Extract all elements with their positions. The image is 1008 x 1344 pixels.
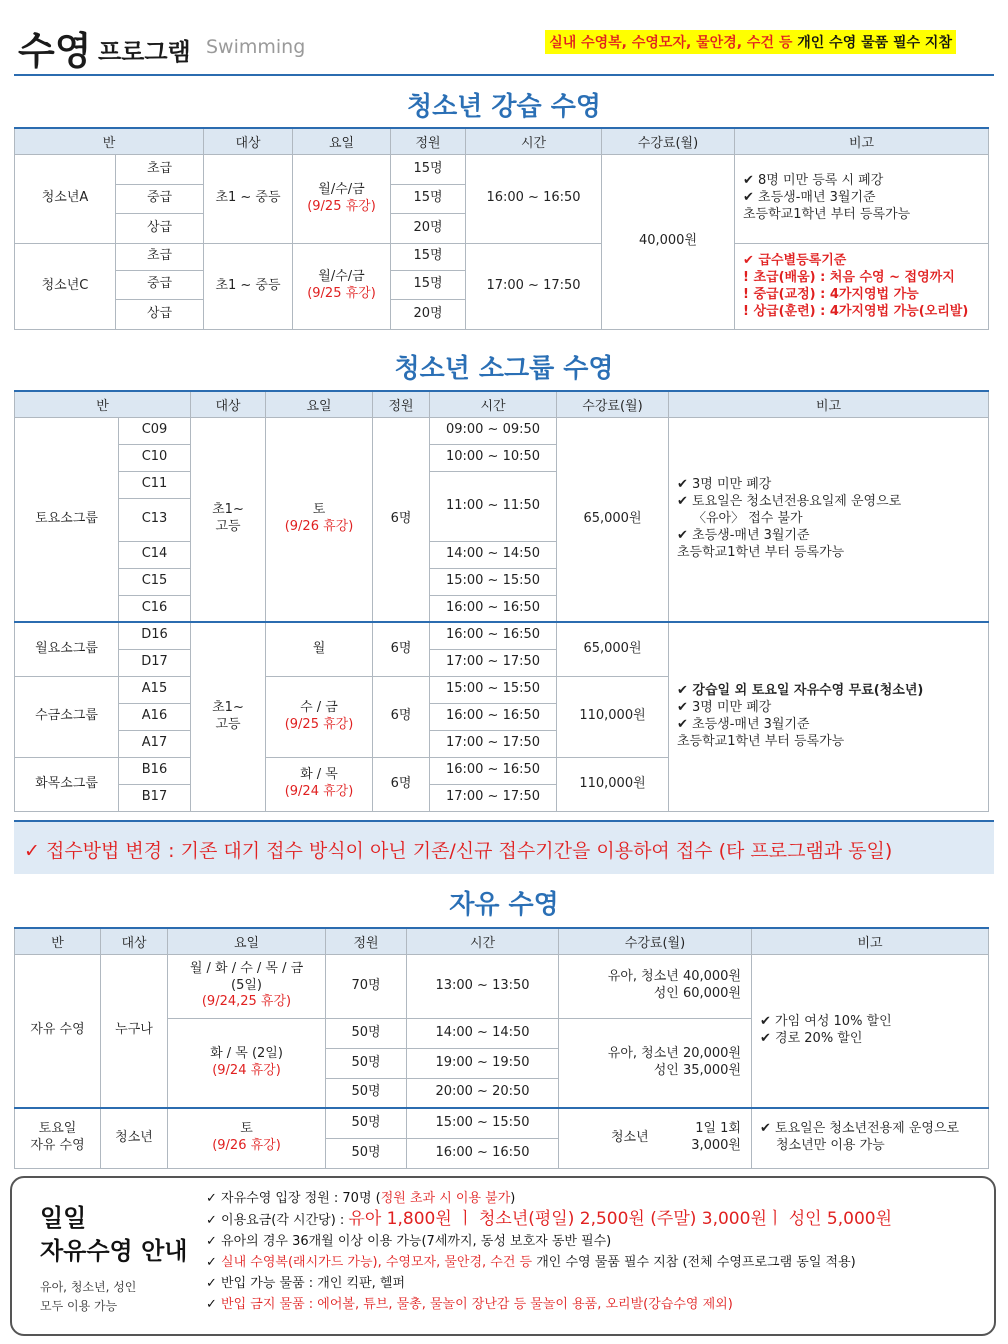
level: 초급 xyxy=(116,154,204,184)
note-line: ✔ 3명 미만 폐강 xyxy=(677,477,772,493)
note-line: ✔ 급수별등록기준 xyxy=(743,253,847,268)
class-code: C15 xyxy=(119,568,191,595)
info-item-forbidden xyxy=(206,1294,996,1315)
capacity: 6명 xyxy=(373,676,430,757)
info-text: ) xyxy=(510,1191,516,1206)
page-header xyxy=(14,14,994,76)
info-text: ✓ 이용요금(각 시간당) : xyxy=(206,1213,349,1228)
days xyxy=(168,1018,326,1108)
capacity: 15명 xyxy=(391,243,466,270)
daily-title: 일일 자유수영 안내 xyxy=(40,1204,188,1265)
time: 10:00 ~ 10:50 xyxy=(430,444,557,471)
class-code: B16 xyxy=(119,757,191,784)
time: 13:00 ~ 13:50 xyxy=(407,954,559,1018)
capacity: 50명 xyxy=(326,1138,407,1168)
note-line: ✔ 초등생-매년 3월기준 xyxy=(677,527,810,543)
time: 14:00 ~ 14:50 xyxy=(430,541,557,568)
col-header-days: 요일 xyxy=(266,391,373,417)
class-code: C13 xyxy=(119,498,191,541)
time: 14:00 ~ 14:50 xyxy=(407,1018,559,1048)
level: 상급 xyxy=(116,213,204,243)
class-code: D16 xyxy=(119,622,191,649)
page-title-english: Swimming xyxy=(206,36,306,58)
capacity: 50명 xyxy=(326,1078,407,1108)
col-header-class: 반 xyxy=(15,928,101,954)
info-text-red: 정원 초과 시 이용 불가 xyxy=(380,1191,511,1206)
info-item-infant xyxy=(206,1231,996,1252)
capacity: 15명 xyxy=(391,270,466,299)
class-code: C16 xyxy=(119,595,191,622)
class-name: 토요소그룹 xyxy=(15,417,119,622)
days-text: 월 / 화 / 수 / 목 / 금 (5일) xyxy=(189,960,304,993)
lesson-table xyxy=(14,127,989,330)
registration-change-text: ✓ 접수방법 변경 : 기존 대기 접수 방식이 아닌 기존/신규 접수기간을 이용하여 접수 (타 프로그램과 동일) xyxy=(24,840,893,862)
days-text: 토 xyxy=(240,1121,253,1137)
note-line: ✔ 초등생-매년 3월기준 xyxy=(743,190,876,206)
info-item-allowed xyxy=(206,1273,996,1294)
days xyxy=(168,954,326,1018)
note-line: ! 상급(훈련) : 4가지영법 가능(오리발) xyxy=(743,304,969,319)
time: 17:00 ~ 17:50 xyxy=(430,784,557,811)
class-code: A15 xyxy=(119,676,191,703)
note-line: ✔ 강습일 외 토요일 자유수영 무료(청소년) xyxy=(677,682,924,698)
days-text: 수 / 금 xyxy=(300,699,338,715)
capacity: 6명 xyxy=(373,622,430,676)
page-subtitle: 프로그램 xyxy=(98,38,191,66)
holiday-text: (9/24 휴강) xyxy=(212,1062,281,1078)
note xyxy=(735,154,989,243)
class-name: 청소년A xyxy=(15,154,116,243)
days-text: 월/수/금 xyxy=(318,181,365,197)
target: 청소년 xyxy=(101,1108,168,1168)
capacity: 15명 xyxy=(391,184,466,213)
col-header-class: 반 xyxy=(15,391,191,417)
class-code: B17 xyxy=(119,784,191,811)
small-group-table xyxy=(14,390,989,812)
col-header-days: 요일 xyxy=(293,128,391,154)
holiday-text: (9/25 휴강) xyxy=(307,286,376,301)
info-text: ✓ 반입 가능 물품 : 개인 킥판, 헬퍼 xyxy=(206,1276,406,1291)
holiday-text: (9/24 휴강) xyxy=(284,784,354,799)
days-text: 화 / 목 xyxy=(300,767,338,783)
fee: 65,000원 xyxy=(557,622,669,676)
fee: 유아, 청소년 40,000원 성인 60,000원 xyxy=(559,954,752,1018)
holiday-text: (9/25 휴강) xyxy=(307,198,376,214)
daily-free-swim-info xyxy=(10,1176,996,1336)
class-code: A16 xyxy=(119,703,191,730)
fee xyxy=(559,1108,752,1168)
registration-change-banner xyxy=(14,820,994,874)
class-code: C14 xyxy=(119,541,191,568)
time: 16:00 ~ 16:50 xyxy=(407,1138,559,1168)
time: 16:00 ~ 16:50 xyxy=(430,703,557,730)
level: 초급 xyxy=(116,243,204,270)
capacity: 20명 xyxy=(391,299,466,329)
time: 16:00 ~ 16:50 xyxy=(430,757,557,784)
col-header-capacity: 정원 xyxy=(326,928,407,954)
capacity: 50명 xyxy=(326,1048,407,1078)
capacity: 20명 xyxy=(391,213,466,243)
info-text-red: 반입 금지 물품 : 에어볼, 튜브, 물총, 물놀이 장난감 등 물놀이 용품, 오리발(강습수영 제외) xyxy=(221,1297,733,1312)
class-name: 월요소그룹 xyxy=(15,622,119,676)
class-code: D17 xyxy=(119,649,191,676)
days-text: 화 / 목 (2일) xyxy=(210,1045,283,1061)
note-line: ✔ 가임 여성 10% 할인 xyxy=(760,1013,892,1029)
days xyxy=(266,757,373,811)
info-text: ✓ 자유수영 입장 정원 : 70명 ( xyxy=(206,1191,381,1206)
note-line: ✔ 3명 미만 폐강 xyxy=(677,699,772,715)
info-text: ✓ xyxy=(206,1255,222,1270)
section-title-lesson: 청소년 강습 수영 xyxy=(407,92,601,122)
note xyxy=(669,622,989,811)
time: 16:00 ~ 16:50 xyxy=(466,154,602,243)
col-header-fee: 수강료(월) xyxy=(557,391,669,417)
note-line: 청소년만 이용 가능 xyxy=(776,1138,885,1154)
col-header-target: 대상 xyxy=(204,128,293,154)
info-text: 개인 수영 물품 필수 지참 (전체 수영프로그램 동일 적용) xyxy=(532,1255,856,1270)
holiday-text: (9/26 휴강) xyxy=(284,519,354,535)
col-header-time: 시간 xyxy=(466,128,602,154)
note-line: ✔ 8명 미만 등록 시 폐강 xyxy=(743,173,884,189)
col-header-note: 비고 xyxy=(735,128,989,154)
holiday-text: (9/25 휴강) xyxy=(284,716,354,732)
level: 상급 xyxy=(116,299,204,329)
class-name: 토요일 자유 수영 xyxy=(15,1108,101,1168)
days xyxy=(266,417,373,622)
note-line: ✔ 토요일은 청소년전용요일제 운영으로 xyxy=(677,493,902,509)
class-code: C10 xyxy=(119,444,191,471)
time: 15:00 ~ 15:50 xyxy=(407,1108,559,1138)
col-header-time: 시간 xyxy=(407,928,559,954)
class-name: 수금소그룹 xyxy=(15,676,119,757)
note-line: 〈유아〉 접수 불가 xyxy=(693,510,803,526)
note-line: ! 중급(교정) : 4가지영법 가능 xyxy=(743,287,919,302)
note xyxy=(752,954,989,1108)
note xyxy=(752,1108,989,1168)
class-code: C11 xyxy=(119,471,191,498)
note-levels xyxy=(735,243,989,329)
note-line: ✔ 경로 20% 할인 xyxy=(760,1030,863,1046)
col-header-note: 비고 xyxy=(669,391,989,417)
supplies-notice-text: 개인 수영 물품 필수 지참 xyxy=(792,35,952,51)
target: 초1~ 고등 xyxy=(191,417,266,622)
class-name: 자유 수영 xyxy=(15,954,101,1108)
capacity: 6명 xyxy=(373,417,430,622)
col-header-capacity: 정원 xyxy=(373,391,430,417)
section-title-small-group: 청소년 소그룹 수영 xyxy=(394,354,614,384)
days xyxy=(168,1108,326,1168)
note-line: 초등학교1학년 부터 등록가능 xyxy=(743,206,911,222)
time: 16:00 ~ 16:50 xyxy=(430,622,557,649)
col-header-class: 반 xyxy=(15,128,204,154)
col-header-capacity: 정원 xyxy=(391,128,466,154)
fee: 65,000원 xyxy=(557,417,669,622)
time: 11:00 ~ 11:50 xyxy=(430,471,557,541)
note-line: ✔ 초등생-매년 3월기준 xyxy=(677,716,810,732)
page-title: 수영 xyxy=(18,29,92,73)
capacity: 50명 xyxy=(326,1108,407,1138)
supplies-notice xyxy=(545,30,956,54)
info-text: ✓ 유아의 경우 36개월 이상 이용 가능(7세까지, 동성 보호자 동반 필수) xyxy=(206,1234,612,1249)
time: 19:00 ~ 19:50 xyxy=(407,1048,559,1078)
target: 초1 ~ 중등 xyxy=(204,154,293,243)
col-header-days: 요일 xyxy=(168,928,326,954)
time: 16:00 ~ 16:50 xyxy=(430,595,557,622)
time: 15:00 ~ 15:50 xyxy=(430,568,557,595)
level: 중급 xyxy=(116,270,204,299)
fee-label: 청소년 xyxy=(611,1129,649,1145)
days-text: 토 xyxy=(312,502,326,518)
col-header-fee: 수강료(월) xyxy=(559,928,752,954)
supplies-notice-items: 실내 수영복, 수영모자, 물안경, 수건 등 xyxy=(549,35,793,51)
capacity: 70명 xyxy=(326,954,407,1018)
days xyxy=(293,154,391,243)
daily-subtitle: 유아, 청소년, 성인 모두 이용 가능 xyxy=(40,1280,137,1313)
holiday-text: (9/26 휴강) xyxy=(212,1138,281,1154)
time: 17:00 ~ 17:50 xyxy=(430,649,557,676)
time: 17:00 ~ 17:50 xyxy=(430,730,557,757)
target: 초1 ~ 중등 xyxy=(204,243,293,329)
fee: 유아, 청소년 20,000원 성인 35,000원 xyxy=(559,1018,752,1108)
info-text-red: 실내 수영복(래시가드 가능), 수영모자, 물안경, 수건 등 xyxy=(221,1255,533,1270)
class-code: C09 xyxy=(119,417,191,444)
target: 초1~ 고등 xyxy=(191,622,266,811)
info-text: ✓ xyxy=(206,1297,222,1312)
class-name: 화목소그룹 xyxy=(15,757,119,811)
days: 월 xyxy=(266,622,373,676)
time: 09:00 ~ 09:50 xyxy=(430,417,557,444)
class-name: 청소년C xyxy=(15,243,116,329)
target: 누구나 xyxy=(101,954,168,1108)
capacity: 15명 xyxy=(391,154,466,184)
col-header-target: 대상 xyxy=(191,391,266,417)
time: 17:00 ~ 17:50 xyxy=(466,243,602,329)
days xyxy=(266,676,373,757)
info-item-capacity xyxy=(206,1188,996,1209)
fee-value: 1일 1회 3,000원 xyxy=(691,1121,741,1154)
holiday-text: (9/24,25 휴강) xyxy=(201,994,292,1010)
capacity: 50명 xyxy=(326,1018,407,1048)
col-header-time: 시간 xyxy=(430,391,557,417)
free-swim-table xyxy=(14,927,989,1169)
col-header-target: 대상 xyxy=(101,928,168,954)
daily-info-list xyxy=(206,1188,996,1315)
class-code: A17 xyxy=(119,730,191,757)
fee: 110,000원 xyxy=(557,676,669,757)
info-text-red: 유아 1,800원 ㅣ 청소년(평일) 2,500원 (주말) 3,000원ㅣ 성인 5,000원 xyxy=(348,1209,893,1229)
note-line: 초등학교1학년 부터 등록가능 xyxy=(677,544,845,560)
info-item-supplies xyxy=(206,1252,996,1273)
fee: 110,000원 xyxy=(557,757,669,811)
info-item-fee xyxy=(206,1209,996,1231)
days-text: 월/수/금 xyxy=(318,269,365,285)
fee: 40,000원 xyxy=(602,154,735,329)
days xyxy=(293,243,391,329)
section-title-free-swim: 자유 수영 xyxy=(449,890,559,920)
time: 20:00 ~ 20:50 xyxy=(407,1078,559,1108)
note-line: ! 초급(배움) : 처음 수영 ~ 접영까지 xyxy=(743,270,955,285)
col-header-fee: 수강료(월) xyxy=(602,128,735,154)
col-header-note: 비고 xyxy=(752,928,989,954)
note xyxy=(669,417,989,622)
time: 15:00 ~ 15:50 xyxy=(430,676,557,703)
note-line: ✔ 토요일은 청소년전용제 운영으로 xyxy=(760,1121,960,1137)
level: 중급 xyxy=(116,184,204,213)
capacity: 6명 xyxy=(373,757,430,811)
note-line: 초등학교1학년 부터 등록가능 xyxy=(677,733,845,749)
